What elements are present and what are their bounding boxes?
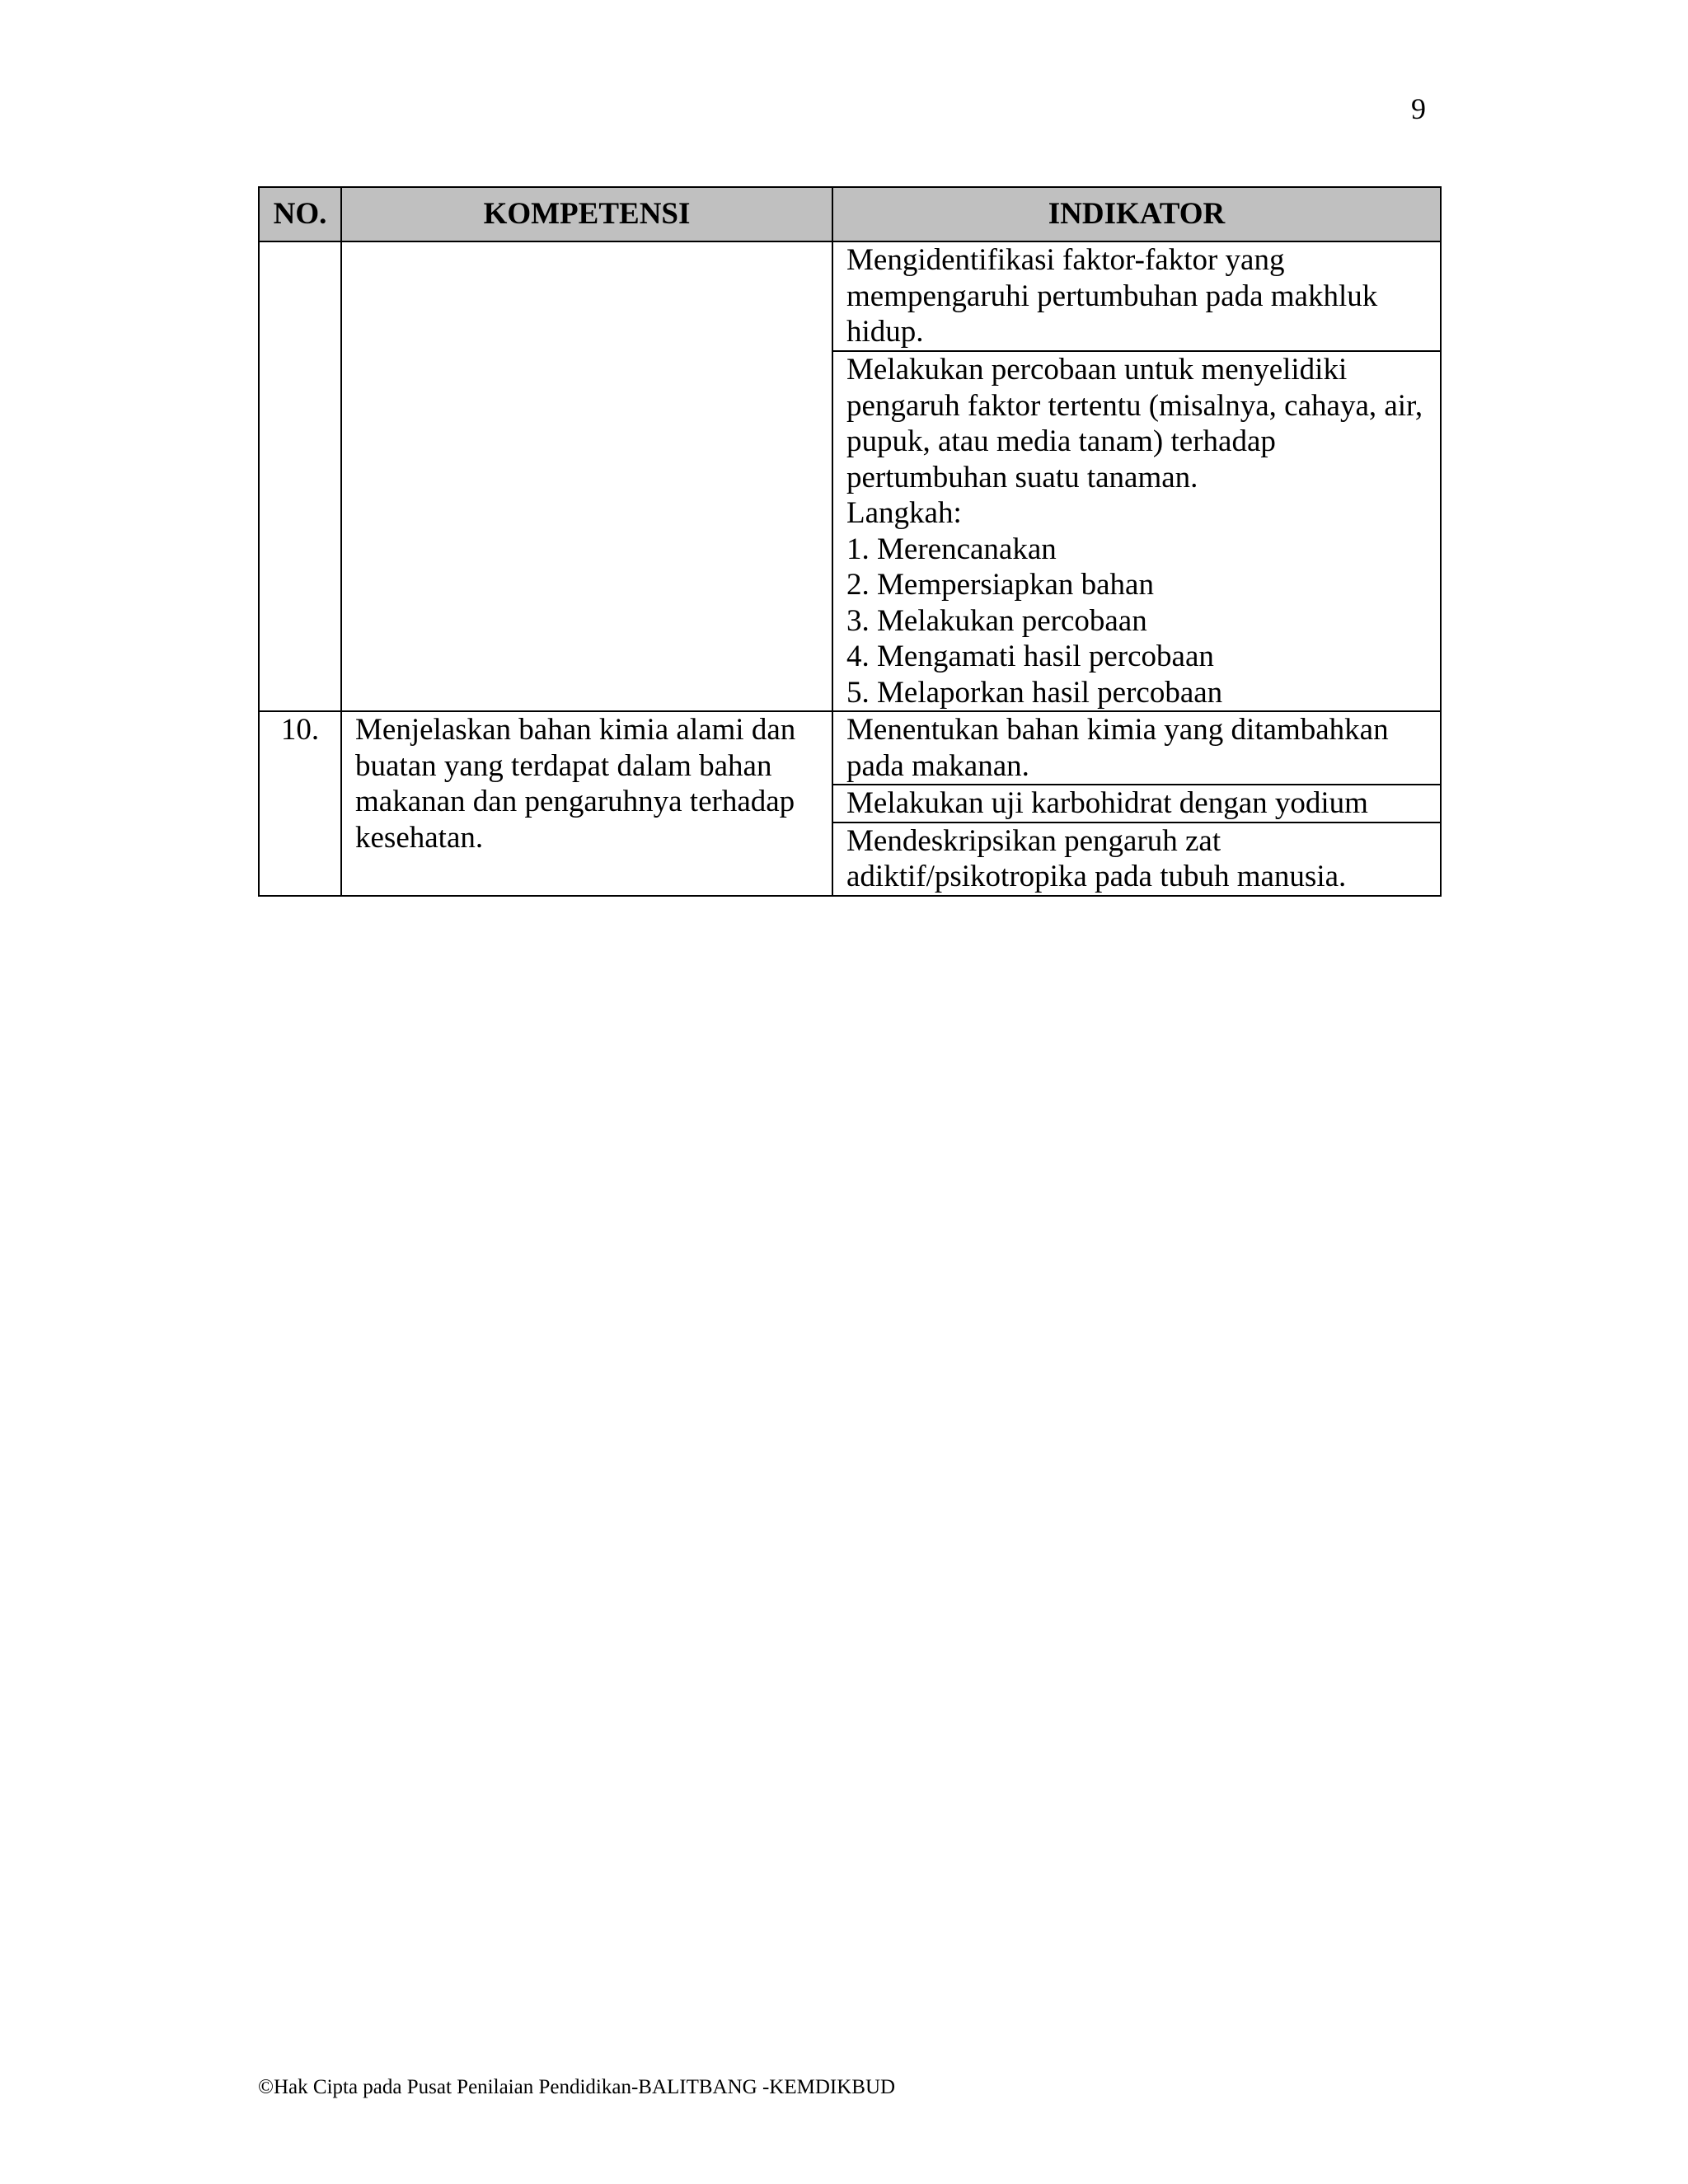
list-item: 5. Melaporkan hasil percobaan xyxy=(846,675,1223,710)
indikator-cell: Melakukan uji karbohidrat dengan yodium xyxy=(832,785,1441,823)
kompetensi-cell: Menjelaskan bahan kimia alami dan buatan yang terdapat dalam bahan makanan dan pengaruhnya terhadap kesehatan. xyxy=(341,711,832,896)
table-row xyxy=(259,241,1441,351)
table-header-row xyxy=(259,187,1441,241)
page-number: 9 xyxy=(1411,92,1426,125)
row-number: 10. xyxy=(259,711,341,896)
header-no: NO. xyxy=(259,187,341,241)
indikator-cell: Menentukan bahan kimia yang ditambahkan pada makanan. xyxy=(832,711,1441,785)
list-item: 4. Mengamati hasil percobaan xyxy=(846,640,1214,673)
indikator-text: Melakukan percobaan untuk menyelidiki pengaruh faktor tertentu (misalnya, cahaya, air, pupuk, atau media tanam) terhadap pertumbuhan suatu tanaman. xyxy=(846,353,1423,494)
indikator-cell: Mendeskripsikan pengaruh zat adiktif/psikotropika pada tubuh manusia. xyxy=(832,823,1441,896)
indikator-cell xyxy=(832,351,1441,711)
list-item: 3. Melakukan percobaan xyxy=(846,603,1147,638)
row-number xyxy=(259,241,341,711)
header-kompetensi: KOMPETENSI xyxy=(341,187,832,241)
kompetensi-cell xyxy=(341,241,832,711)
table-row xyxy=(259,711,1441,785)
steps-list xyxy=(846,532,1427,711)
indikator-cell: Mengidentifikasi faktor-faktor yang mempengaruhi pertumbuhan pada makhluk hidup. xyxy=(832,241,1441,351)
copyright-footer: ©Hak Cipta pada Pusat Penilaian Pendidikan-BALITBANG -KEMDIKBUD xyxy=(258,2076,896,2098)
header-indikator: INDIKATOR xyxy=(832,187,1441,241)
list-item: 2. Mempersiapkan bahan xyxy=(846,568,1154,602)
competency-table xyxy=(258,186,1442,897)
steps-label: Langkah: xyxy=(846,496,962,530)
list-item: 1. Merencanakan xyxy=(846,532,1057,566)
